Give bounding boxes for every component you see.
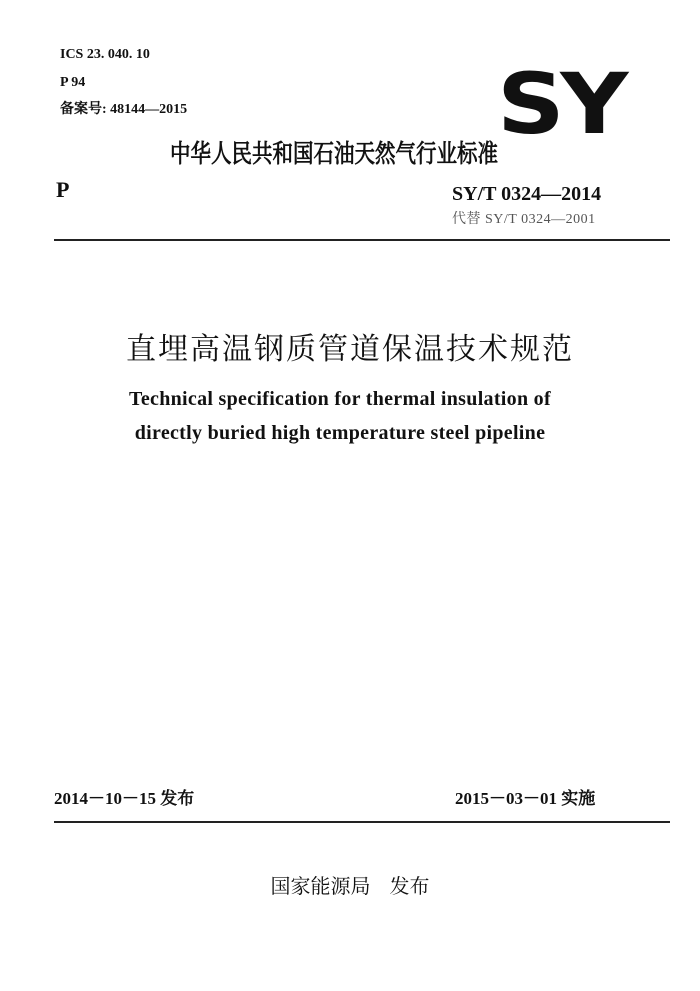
standard-category: 中华人民共和国石油天然气行业标准: [170, 139, 499, 168]
top-divider: [54, 239, 670, 241]
type-letter: P: [56, 177, 70, 202]
standard-number: SY/T 0324—2014: [452, 183, 602, 205]
replaces-standard: 代替 SY/T 0324—2001: [452, 212, 596, 227]
effective-date: 2015－03－01 实施: [455, 789, 596, 808]
title-english-line1: Technical specification for thermal insulation of: [129, 388, 551, 410]
publisher: 国家能源局 发布: [270, 874, 430, 898]
record-number: 备案号: 48144—2015: [60, 102, 188, 117]
ics-code: ICS 23. 040. 10: [60, 47, 150, 62]
title-english-line2: directly buried high temperature steel pipeline: [134, 422, 546, 444]
issue-date: 2014－10－15 发布: [54, 789, 195, 808]
title-chinese: 直埋高温钢质管道保温技术规范: [126, 332, 574, 367]
bottom-divider: [54, 821, 670, 823]
classification-code: P 94: [60, 75, 86, 90]
sy-logo: SY: [497, 55, 624, 153]
